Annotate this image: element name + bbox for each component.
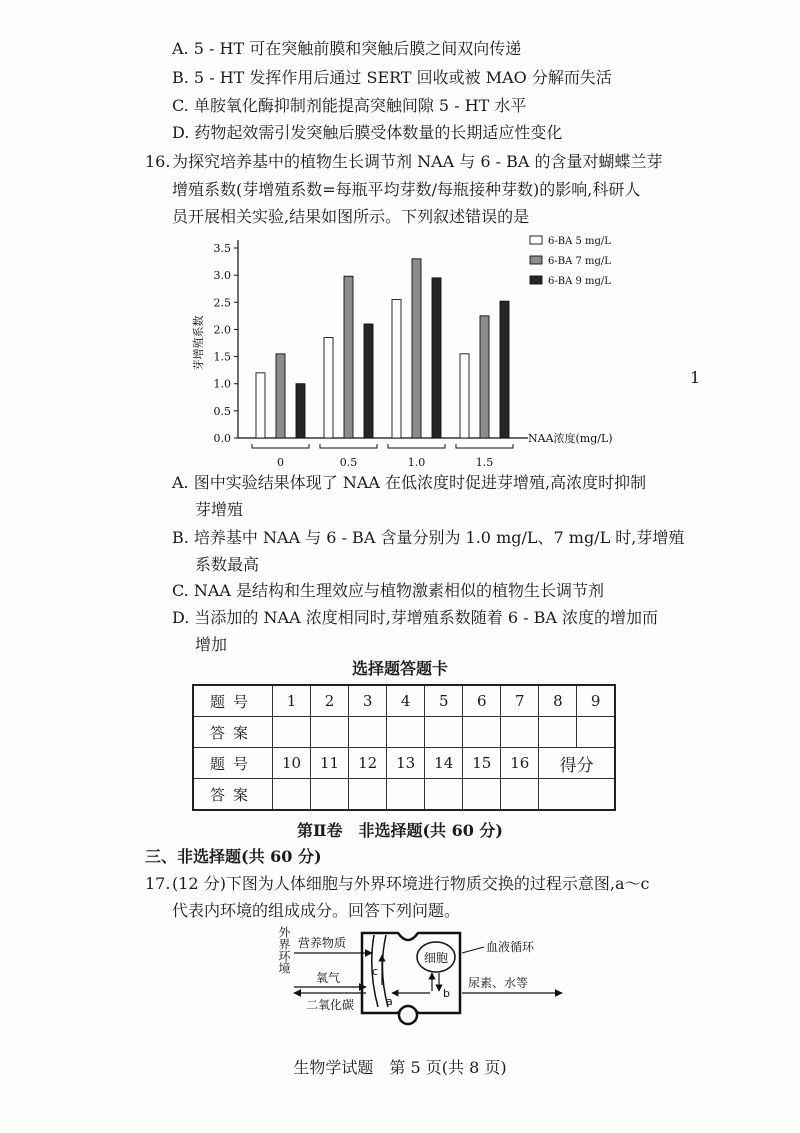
row-label-num: 题号 [193,685,273,717]
y-tick-label: 0.5 [213,404,231,418]
score-label: 得分 [539,748,615,779]
answer-card-table [192,684,616,811]
section3-title: 三、非选择题(共 60 分) [145,847,322,866]
x-tick-label: 0 [277,456,284,469]
y-tick-label: 3.5 [213,242,231,255]
legend-label: 6-BA 9 mg/L [548,276,611,287]
category-bracket [320,444,377,448]
row-label-answer: 答案 [193,779,273,811]
answer-card-row-nums-1 [193,685,615,717]
q-num-cell: 7 [501,685,539,717]
legend-label: 6-BA 7 mg/L [548,256,611,267]
category-bracket [388,444,445,448]
x-tick-label: 0.5 [339,456,358,469]
q16-option-c: C. NAA 是结构和生理效应与植物激素相似的植物生长调节剂 [172,581,605,600]
score-cell[interactable] [539,779,615,811]
y-tick-label: 1.5 [213,350,231,364]
answer-cell[interactable] [349,779,387,811]
q15-option-c: C. 单胺氧化酶抑制剂能提高突触间隙 5 - HT 水平 [172,96,527,115]
category-bracket [252,444,309,448]
answer-cell[interactable] [387,717,425,748]
answer-cell[interactable] [425,779,463,811]
q-num-cell: 2 [311,685,349,717]
q16-stem-line2: 增殖系数(芽增殖系数=每瓶平均芽数/每瓶接种芽数)的影响,科研人 [172,180,641,199]
bar [500,301,509,438]
answer-card-row-nums-2 [193,748,615,779]
co2-label: 二氧化碳 [305,998,355,1012]
part2-title: 第Ⅱ卷 非选择题(共 60 分) [296,821,504,840]
answer-cell[interactable] [463,717,501,748]
q15-option-a: A. 5 - HT 可在突触前膜和突触后膜之间双向传递 [172,39,522,58]
bar [344,276,353,438]
answer-cell[interactable] [463,779,501,811]
q-num-cell: 10 [273,748,311,779]
bar [412,259,421,438]
q-num-cell: 5 [425,685,463,717]
legend-swatch [530,276,542,284]
bar [364,324,373,438]
page-footer: 生物学试题 第 5 页(共 8 页) [293,1058,507,1077]
q-num-cell: 8 [539,685,577,717]
answer-cell[interactable] [387,779,425,811]
q16-option-d: D. 当添加的 NAA 浓度相同时,芽增殖系数随着 6 - BA 浓度的增加而 [172,608,659,627]
q16-option-a: A. 图中实验结果体现了 NAA 在低浓度时促进芽增殖,高浓度时抑制 [172,473,647,492]
legend-label: 6-BA 5 mg/L [548,236,611,247]
answer-card-title: 选择题答题卡 [351,659,448,678]
q16-option-d-cont: 增加 [195,635,228,654]
exchange-diagram [262,925,572,1035]
x-tick-label: 1.5 [475,456,494,469]
oxygen-label: 氧气 [315,971,341,985]
q17-stem-line2: 代表内环境的组成成分。回答下列问题。 [172,901,461,920]
q-num-cell: 3 [349,685,387,717]
answer-cell[interactable] [311,717,349,748]
q-num-cell: 14 [425,748,463,779]
q17-number: 17. [145,874,171,893]
answer-cell[interactable] [349,717,387,748]
q-num-cell: 4 [387,685,425,717]
q-num-cell: 9 [577,685,615,717]
q-num-cell: 16 [501,748,539,779]
answer-cell[interactable] [311,779,349,811]
legend-swatch [530,256,542,264]
q16-option-b-cont: 系数最高 [195,555,260,574]
a-label: a [386,995,393,1008]
cell-label: 细胞 [423,951,449,965]
q16-option-a-cont: 芽增殖 [195,500,244,519]
answer-cell[interactable] [273,717,311,748]
y-tick-label: 2.5 [213,296,231,310]
outside-env-label: 外界环境 [277,926,291,974]
q16-option-b: B. 培养基中 NAA 与 6 - BA 含量分别为 1.0 mg/L、7 mg/L 时,芽增殖 [172,528,685,547]
y-tick-label: 1.0 [213,377,231,391]
x-axis-label: NAA浓度(mg/L) [528,432,613,445]
q-num-cell: 6 [463,685,501,717]
legend-swatch [530,236,542,244]
answer-cell[interactable] [501,717,539,748]
nutrients-label: 营养物质 [297,936,347,950]
circulation-node [399,1006,417,1024]
answer-cell[interactable] [273,779,311,811]
b-label: b [443,987,450,1000]
answer-cell[interactable] [577,717,615,748]
bar [324,338,333,438]
y-tick-label: 2.0 [213,323,231,337]
answer-card-row-answers-2 [193,779,615,811]
bar [432,278,441,438]
c-label: c [372,965,379,978]
q17-stem-line1: (12 分)下图为人体细胞与外界环境进行物质交换的过程示意图,a～c [172,874,650,893]
naa-6ba-bar-chart [190,228,630,473]
answer-cell[interactable] [539,717,577,748]
bar [460,354,469,438]
q16-number: 16. [145,152,171,171]
answer-card-row-answers-1 [193,717,615,748]
bar [392,300,401,438]
x-tick-label: 1.0 [407,456,426,469]
bar [256,373,265,438]
y-tick-label: 0.0 [213,432,231,445]
q-num-cell: 15 [463,748,501,779]
urea-water-label: 尿素、水等 [468,976,529,990]
q16-stem-line1: 为探究培养基中的植物生长调节剂 NAA 与 6 - BA 的含量对蝴蝶兰芽 [172,152,663,171]
page-edge-mark: 1 [690,368,701,387]
q16-stem-line3: 员开展相关实验,结果如图所示。下列叙述错误的是 [172,207,530,226]
q-num-cell: 1 [273,685,311,717]
bar [296,384,305,438]
answer-cell[interactable] [425,717,463,748]
q-num-cell: 11 [311,748,349,779]
q-num-cell: 13 [387,748,425,779]
category-bracket [456,444,513,448]
q15-option-d: D. 药物起效需引发突触后膜受体数量的长期适应性变化 [172,123,563,142]
bar [276,354,285,438]
y-tick-label: 3.0 [213,269,231,283]
blood-circulation-label: 血液循环 [486,940,535,954]
blood-pointer [462,947,484,953]
answer-cell[interactable] [501,779,539,811]
q-num-cell: 12 [349,748,387,779]
q15-option-b: B. 5 - HT 发挥作用后通过 SERT 回收或被 MAO 分解而失活 [172,68,612,87]
row-label-answer: 答案 [193,717,273,748]
bar [480,316,489,438]
row-label-num: 题号 [193,748,273,779]
y-axis-label: 芽增殖系数 [192,315,205,371]
